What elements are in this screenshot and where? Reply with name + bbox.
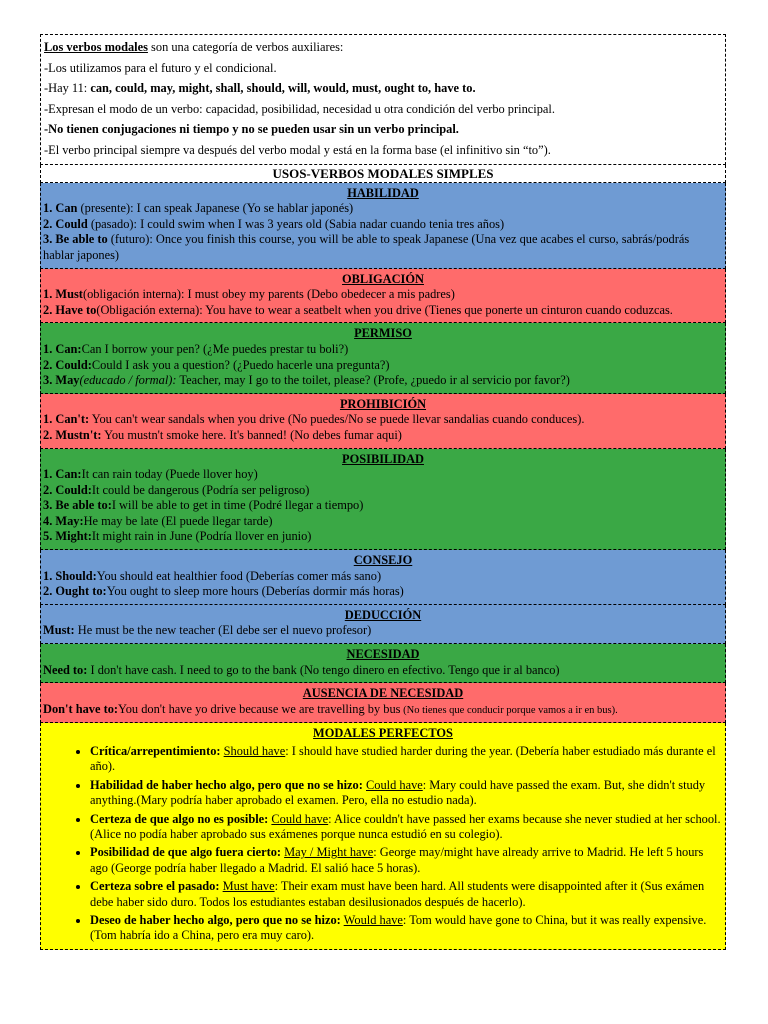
- list-item: [90, 913, 723, 944]
- item-label: 1. Must: [43, 287, 83, 302]
- item-label: 2. Could:: [43, 357, 92, 372]
- item-text: It can rain today (Puede llover hoy): [81, 467, 258, 482]
- item-text: : Mary could have passed the exam. But, she didn't study anything.(Mary podría haber aprobado el examen. Pero, ella no estudio nada).: [90, 777, 706, 808]
- list-item: [43, 342, 723, 358]
- list-item: [43, 702, 723, 719]
- item-label: Habilidad de haber hecho algo, pero que no se hizo:: [90, 777, 363, 792]
- item-text: It could be dangerous (Podría ser peligroso): [91, 482, 310, 497]
- section-title: AUSENCIA DE NECESIDAD: [302, 686, 464, 701]
- section-title: MODALES PERFECTOS: [313, 726, 453, 741]
- intro-line-1-text: son una categoría de verbos auxiliares:: [147, 40, 344, 54]
- item-text: (presente): I can speak Japanese (Yo se hablar japonés): [77, 201, 354, 216]
- section-posibilidad: [40, 449, 726, 551]
- item-text: You don't have yo drive because we are travelling by bus: [118, 701, 401, 716]
- section-title: CONSEJO: [353, 553, 413, 568]
- item-label: 5. Might:: [43, 529, 92, 544]
- item-text: (pasado): I could swim when I was 3 years old (Sabia nadar cuando tenia tres años): [87, 216, 505, 231]
- item-label: 1. Can: [43, 201, 78, 216]
- item-label: 1. Should:: [43, 568, 97, 583]
- item-modal: Would have: [343, 913, 403, 928]
- perfect-modals-list: [43, 744, 723, 944]
- item-label: 4. May:: [43, 513, 84, 528]
- item-label: 1. Can:: [43, 341, 82, 356]
- item-translation: (No tienes que conducir porque vamos a ir en bus).: [400, 704, 618, 716]
- section-ausencia: [40, 683, 726, 723]
- section-perfectos: [40, 723, 726, 949]
- list-item: [43, 483, 723, 499]
- item-label: 3. Be able to: [43, 232, 108, 247]
- item-text: : Alice couldn't have passed her exams because she never studied at her school. (Alice no podía haber aprobado sus exámenes porque nunca estudió en su colegio).: [90, 811, 721, 842]
- section-title: PROHIBICIÓN: [339, 396, 427, 411]
- item-label: Certeza de que algo no es posible:: [90, 811, 269, 826]
- item-modal: Could have: [365, 777, 423, 792]
- section-habilidad: [40, 183, 726, 269]
- item-label: Don't have to:: [43, 701, 119, 716]
- modal-list: can, could, may, might, shall, should, will, would, must, ought to, have to.: [90, 81, 476, 95]
- intro-line-2: -Los utilizamos para el futuro y el condicional.: [44, 60, 277, 75]
- item-label: 3. Be able to:: [43, 498, 112, 513]
- intro-title: Los verbos modales: [44, 40, 148, 54]
- list-item: [43, 201, 723, 217]
- item-text: : I should have studied harder during the year. (Debería haber estudiado más durante el año).: [90, 744, 716, 774]
- modal-verbs-document: [40, 34, 726, 950]
- list-item: [43, 303, 723, 319]
- list-item: [90, 812, 723, 843]
- item-text: I will be able to get in time (Podré llegar a tiempo): [111, 498, 364, 513]
- list-item: [43, 498, 723, 514]
- section-title: HABILIDAD: [347, 185, 419, 200]
- list-item: [43, 514, 723, 530]
- item-note: (educado / formal):: [79, 373, 177, 388]
- item-label: 2. Mustn't:: [43, 427, 102, 442]
- item-text: You can't wear sandals when you drive (No puedes/No se puede llevar sandalias cuando conduces).: [89, 412, 585, 427]
- item-label: Need to:: [43, 662, 88, 677]
- item-label: Crítica/arrepentimiento:: [90, 744, 221, 758]
- item-label: 3. May: [43, 373, 80, 388]
- list-item: [43, 358, 723, 374]
- item-text: Teacher, may I go to the toilet, please? (Profe, ¿puedo ir al servicio por favor?): [176, 373, 570, 388]
- item-label: 2. Ought to:: [43, 584, 107, 599]
- list-item: [43, 412, 723, 428]
- section-deduccion: [40, 605, 726, 644]
- intro-line-4: -Expresan el modo de un verbo: capacidad, posibilidad, necesidad u otra condición del verbo principal.: [44, 101, 555, 116]
- list-item: [90, 845, 723, 876]
- item-label: 2. Could:: [43, 482, 92, 497]
- list-item: [43, 217, 723, 233]
- item-text: You mustn't smoke here. It's banned! (No debes fumar aqui): [101, 427, 402, 442]
- item-text: (Obligación externa): You have to wear a seatbelt when you drive (Tienes que ponerte un cinturon cuando coduzcas.: [96, 302, 673, 317]
- section-title: OBLIGACIÓN: [342, 271, 424, 286]
- item-modal: May / Might have: [284, 845, 374, 860]
- list-item: [90, 744, 723, 775]
- item-text: He must be the new teacher (El debe ser el nuevo profesor): [74, 623, 372, 638]
- item-text: It might rain in June (Podría llover en junio): [91, 529, 312, 544]
- item-label: 2. Have to: [43, 302, 97, 317]
- item-text: You should eat healthier food (Deberías comer más sano): [96, 568, 382, 583]
- intro-line-6: -El verbo principal siempre va después del verbo modal y está en la forma base (el infinitivo sin “to”).: [44, 142, 551, 157]
- item-text: : Their exam must have been hard. All students were disappointed after it (Sus exámen debe haber sido duro. Todos los estudiantes estaban desilusionados después de hacerlo).: [90, 879, 705, 909]
- intro-line-3: [44, 78, 722, 99]
- list-item: [43, 467, 723, 483]
- item-label: 2. Could: [43, 216, 88, 231]
- list-item: [43, 287, 723, 303]
- list-item: [90, 778, 723, 809]
- section-prohibicion: [40, 394, 726, 449]
- item-text: He may be late (El puede llegar tarde): [83, 513, 273, 528]
- list-item: [43, 584, 723, 600]
- intro-line-5: -No tienen conjugaciones ni tiempo y no se pueden usar sin un verbo principal.: [44, 122, 459, 136]
- section-title: POSIBILIDAD: [342, 451, 424, 466]
- section-title: NECESIDAD: [346, 647, 420, 662]
- item-text: (obligación interna): I must obey my parents (Debo obedecer a mis padres): [82, 287, 455, 302]
- item-label: Posibilidad de que algo fuera cierto:: [90, 845, 282, 860]
- usos-title: USOS-VERBOS MODALES SIMPLES: [40, 165, 726, 183]
- item-text: Could I ask you a question? (¿Puedo hacerle una pregunta?): [91, 357, 390, 372]
- section-necesidad: [40, 644, 726, 683]
- item-modal: Could have: [271, 811, 329, 826]
- list-item: [43, 373, 723, 389]
- intro-line-3-prefix: -Hay 11:: [44, 81, 91, 95]
- list-item: [43, 663, 723, 679]
- list-item: [43, 623, 723, 639]
- section-permiso: [40, 323, 726, 393]
- section-obligacion: [40, 269, 726, 324]
- item-text: : Tom would have gone to China, but it was really expensive. (Tom habría ido a China, pero era muy caro).: [90, 913, 707, 943]
- item-label: Certeza sobre el pasado:: [90, 879, 220, 894]
- list-item: [43, 529, 723, 545]
- list-item: [43, 569, 723, 585]
- item-modal: Must have: [222, 879, 275, 894]
- section-consejo: [40, 550, 726, 605]
- list-item: [43, 428, 723, 444]
- intro-section: [40, 34, 726, 165]
- section-title: PERMISO: [354, 326, 412, 341]
- item-text: : George may/might have already arrive to Madrid. He left 5 hours ago (George podría haber llegado a Madrid. El salió hace 5 horas).: [90, 845, 704, 875]
- item-label: 1. Can:: [43, 467, 82, 482]
- item-text: I don't have cash. I need to go to the bank (No tengo dinero en efectivo. Tengo que ir al banco): [87, 662, 560, 677]
- list-item: [90, 879, 723, 910]
- item-label: Must:: [43, 623, 75, 638]
- item-text: Can I borrow your pen? (¿Me puedes prestar tu boli?): [81, 341, 349, 356]
- item-label: 1. Can't:: [43, 412, 90, 427]
- list-item: [43, 232, 723, 263]
- item-text: You ought to sleep more hours (Deberías dormir más horas): [106, 584, 404, 599]
- section-title: DEDUCCIÓN: [344, 607, 422, 622]
- item-modal: Should have: [223, 744, 286, 758]
- item-label: Deseo de haber hecho algo, pero que no se hizo:: [90, 913, 341, 928]
- item-text: (futuro): Once you finish this course, you will be able to speak Japanese (Una vez que acabes el curso, sabrás/podrás hablar japones): [43, 232, 690, 262]
- intro-line-1: [44, 37, 722, 58]
